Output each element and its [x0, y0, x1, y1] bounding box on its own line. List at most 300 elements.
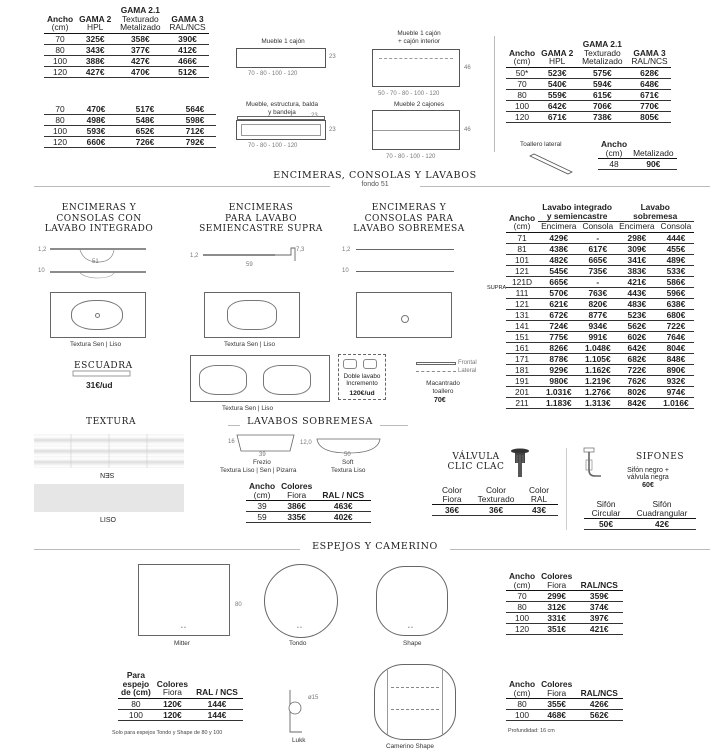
- price-cell: 374€: [575, 602, 623, 613]
- price-cell: 671€: [628, 89, 670, 100]
- row-width-cell: 121: [506, 298, 538, 309]
- price-cell: 660€: [76, 137, 116, 148]
- price-cell: 562€: [575, 710, 623, 721]
- price-cell: 298€: [616, 232, 657, 243]
- col-circular: Sifón Circular: [584, 500, 628, 519]
- price-cell: 775€: [538, 331, 579, 342]
- price-cell: 397€: [575, 613, 623, 624]
- encimera-integrado-view: [50, 292, 146, 338]
- price-cell: 890€: [658, 364, 695, 375]
- module-1-widths: 70 - 80 - 100 - 120: [248, 71, 298, 77]
- price-cell: 1.105€: [579, 353, 616, 364]
- price-cell: 638€: [658, 298, 695, 309]
- price-cell: 615€: [576, 89, 628, 100]
- table-row: [506, 624, 623, 635]
- price-cell: 820€: [579, 298, 616, 309]
- price-cell: 628€: [628, 67, 670, 78]
- escuadra-title: ESCUADRA: [74, 361, 133, 371]
- table-body: [506, 699, 623, 721]
- module-2-label: Mueble 1 cajón + cajón interior: [397, 30, 441, 45]
- price-cell: 763€: [579, 287, 616, 298]
- price-cell: 980€: [538, 375, 579, 386]
- module-2-drawing: [372, 49, 460, 87]
- price-cell: 540€: [538, 78, 576, 89]
- col-gama21: GAMA 2.1 Texturado Metalizado: [576, 40, 628, 67]
- valvula-title: VÁLVULA CLIC CLAC: [447, 452, 505, 472]
- price-cell: 144€: [191, 709, 243, 720]
- lukk-label: Lukk: [292, 737, 306, 744]
- price-cell: 726€: [116, 137, 174, 148]
- price-cell: 1.016€: [658, 397, 695, 408]
- price-cell: 383€: [616, 265, 657, 276]
- table-row: [44, 126, 216, 137]
- price-cell: 312€: [538, 602, 575, 613]
- price-cell: 120€: [154, 698, 191, 709]
- frezio-label: Frezio: [253, 459, 271, 466]
- price-cell: 1.276€: [579, 386, 616, 397]
- camerino-outer: [374, 664, 456, 740]
- row-width-cell: 100: [506, 613, 538, 624]
- row-width-cell: 100: [44, 55, 76, 66]
- price-cell: 523€: [616, 309, 657, 320]
- frezio-textura: Textura Liso | Sen | Pizarra: [220, 467, 297, 474]
- textura-label-3: Textura Sen | Liso: [222, 405, 274, 412]
- profile-integrado: [50, 244, 150, 280]
- module-1-label: Mueble 1 cajón: [261, 38, 305, 45]
- col-ancho: Ancho (cm): [598, 140, 630, 159]
- tondo-label: Tondo: [289, 640, 307, 647]
- mitter-label: Mitter: [174, 640, 190, 647]
- price-cell: 764€: [658, 331, 695, 342]
- price-cell: 341€: [616, 254, 657, 265]
- col-colores: Colores Fiora: [278, 482, 315, 501]
- soft-label: Soft: [342, 459, 354, 466]
- price-cell: 388€: [76, 55, 114, 66]
- price-cell: 929€: [538, 364, 579, 375]
- dim-7-3: 7,3: [296, 247, 305, 253]
- row-width-cell: 100: [506, 100, 538, 111]
- table-body: [506, 67, 671, 122]
- table-row: [506, 386, 694, 397]
- price-cell: 672€: [538, 309, 579, 320]
- row-width-cell: 120: [44, 137, 76, 148]
- price-cell: 562€: [616, 320, 657, 331]
- module-3-height: 23: [329, 127, 336, 133]
- price-cell: 335€: [278, 512, 315, 523]
- table-row: [44, 66, 209, 77]
- price-cell: 878€: [538, 353, 579, 364]
- table-row: [506, 331, 694, 342]
- price-cell: 299€: [538, 591, 575, 602]
- col3-title: ENCIMERAS Y CONSOLAS PARA LAVABO SOBREMESA: [353, 203, 465, 234]
- price-cell: 390€: [166, 33, 208, 44]
- price-cell: 470€: [76, 104, 116, 115]
- tondo-mirror: • •: [264, 564, 338, 638]
- price-cell: 343€: [76, 44, 114, 55]
- price-cell: 598€: [174, 115, 216, 126]
- price-cell: 934€: [579, 320, 616, 331]
- module-4-widths: 70 - 80 - 100 - 120: [386, 154, 436, 160]
- toallero-label: Toallero lateral: [520, 141, 562, 148]
- price-cell: 770€: [628, 100, 670, 111]
- row-width-cell: 80: [44, 115, 76, 126]
- price-cell: 665€: [579, 254, 616, 265]
- price-cell: 735€: [579, 265, 616, 276]
- table-row: [44, 115, 216, 126]
- sifones-title: SIFONES: [636, 452, 685, 462]
- sobremesa-price-table: [246, 482, 371, 523]
- price-cell: 848€: [658, 353, 695, 364]
- sobremesa-title: LAVABOS SOBREMESA: [240, 416, 380, 427]
- col-consola: Consola: [579, 222, 616, 233]
- row-width-cell: 101: [506, 254, 538, 265]
- col-fiora: Color Fiora: [432, 486, 472, 505]
- row-width-cell: 161: [506, 342, 538, 353]
- row-width-cell: 121: [506, 265, 538, 276]
- col-colores: Colores Fiora: [538, 572, 575, 591]
- price-cell: 359€: [575, 591, 623, 602]
- price-cell: 412€: [166, 44, 208, 55]
- price-cell: 377€: [114, 44, 166, 55]
- price-cell: 621€: [538, 298, 579, 309]
- price-cell: 724€: [538, 320, 579, 331]
- price-cell: 991€: [579, 331, 616, 342]
- module-3-drawing: [236, 120, 326, 140]
- price-cell: 932€: [658, 375, 695, 386]
- price-cell: 427€: [114, 55, 166, 66]
- price-cell: 355€: [538, 699, 575, 710]
- price-cell: -: [579, 232, 616, 243]
- table-body: [246, 501, 371, 523]
- price-cell: 586€: [658, 276, 695, 287]
- escuadra-price: 31€/ud: [86, 380, 113, 390]
- table-body: [506, 591, 623, 635]
- camerino-label: Camerino Shape: [386, 743, 434, 750]
- price-cell: 559€: [538, 89, 576, 100]
- col1-title: ENCIMERAS Y CONSOLAS CON LAVABO INTEGRADO: [44, 203, 154, 234]
- col-ancho: Ancho (cm): [506, 680, 538, 699]
- profile-sobremesa-top: [356, 249, 454, 250]
- col-para-espejo: Para espejo de (cm): [118, 671, 154, 698]
- textura-title: TEXTURA: [86, 417, 137, 427]
- lukk-note: Solo para espejos Tondo y Shape de 80 y 100: [112, 730, 223, 736]
- row-width-cell: 80: [44, 44, 76, 55]
- row-width-cell: 201: [506, 386, 538, 397]
- price-cell: 1.162€: [579, 364, 616, 375]
- table-row: 36€ 36€ 43€: [432, 505, 558, 516]
- textura-liso-label: LISO: [100, 517, 116, 524]
- price-cell: 426€: [575, 699, 623, 710]
- table-row: [506, 298, 694, 309]
- table-row: [506, 89, 671, 100]
- shape-mirror: • •: [376, 566, 448, 636]
- doble-lavabo-label: Doble lavabo Incremento: [343, 373, 381, 387]
- macantrado-label: Macantrado toallero: [426, 380, 460, 395]
- dim-15: ø15: [308, 695, 319, 701]
- price-cell: 722€: [658, 320, 695, 331]
- row-width-cell: 59: [246, 512, 278, 523]
- table-row: [506, 243, 694, 254]
- dim-10-b: 10: [342, 268, 349, 274]
- price-cell: 351€: [538, 624, 575, 635]
- sifones-note: Sifón negro + válvula negra: [627, 467, 669, 482]
- table-row: [44, 55, 209, 66]
- table-row: [506, 254, 694, 265]
- row-width-cell: 111: [506, 287, 538, 298]
- row-width-cell: 211: [506, 397, 538, 408]
- module-4-drawing: [372, 110, 460, 150]
- price-cell: 498€: [76, 115, 116, 126]
- camerino-price-table: [506, 680, 623, 721]
- table-row: 48 90€: [598, 159, 677, 170]
- price-cell: 596€: [658, 287, 695, 298]
- price-cell: 402€: [315, 512, 371, 523]
- col-gama2: GAMA 2 HPL: [538, 40, 576, 67]
- module-4-label: Mueble 2 cajones: [393, 101, 445, 108]
- module-1-drawing: [236, 48, 326, 68]
- row-width-cell: 80: [506, 602, 538, 613]
- row-width-cell: 70: [44, 33, 76, 44]
- row-width-cell: 151: [506, 331, 538, 342]
- table-row: 50€ 42€: [584, 519, 696, 530]
- price-cell: 722€: [616, 364, 657, 375]
- valvula-table: [432, 486, 558, 516]
- col-colores: Colores Fiora: [154, 671, 191, 698]
- doble-lavabo-box: [338, 354, 386, 400]
- frezio-profile: [236, 433, 296, 453]
- dim-80: 80: [235, 602, 242, 608]
- table-body-a: [44, 33, 209, 77]
- col-gama2: GAMA 2 HPL: [76, 6, 114, 33]
- row-width-cell: 71: [506, 232, 538, 243]
- row-width-cell: 141: [506, 320, 538, 331]
- module-3-label: Mueble, estructura, balda y bandeja: [245, 101, 319, 116]
- price-cell: 331€: [538, 613, 575, 624]
- supra-label: SUPRA: [487, 285, 507, 291]
- row-width-cell: 80: [506, 89, 538, 100]
- table-row: [118, 709, 243, 720]
- col-gama21: GAMA 2.1 Texturado Metalizado: [114, 6, 166, 33]
- col-encimera-2: Encimera: [616, 222, 657, 233]
- price-cell: 443€: [616, 287, 657, 298]
- price-cell: 533€: [658, 265, 695, 276]
- shape-label: Shape: [403, 640, 422, 647]
- toallero-table: [598, 140, 677, 170]
- table-row: [118, 698, 243, 709]
- price-cell: 712€: [174, 126, 216, 137]
- price-cell: 1.048€: [579, 342, 616, 353]
- dim-39: 39: [259, 452, 266, 458]
- macantrado-price: 70€: [434, 397, 446, 404]
- encimera-supra-view: [204, 292, 300, 338]
- encimeras-title: ENCIMERAS, CONSOLAS Y LAVABOS: [230, 170, 520, 181]
- mitter-mirror: • •: [138, 564, 230, 636]
- macantrado-frontal-bar: [416, 362, 456, 365]
- dim-16: 16: [228, 439, 235, 445]
- col2-title: ENCIMERAS PARA LAVABO SEMIENCASTRE SUPRA: [199, 203, 323, 234]
- table-row: [506, 67, 671, 78]
- table-row: [506, 699, 623, 710]
- textura-label-1: Textura Sen | Liso: [70, 341, 122, 348]
- table-row: [506, 602, 623, 613]
- price-cell: 545€: [538, 265, 579, 276]
- group-integrado: Lavabo integrado y semiencastre: [538, 203, 616, 222]
- sifones-divider: [566, 448, 567, 530]
- textura-label-2: Textura Sen | Liso: [224, 341, 276, 348]
- table-row: [506, 276, 694, 287]
- price-cell: 144€: [191, 698, 243, 709]
- col-texturado: Color Texturado: [472, 486, 520, 505]
- price-cell: 523€: [538, 67, 576, 78]
- module-4-height: 46: [464, 127, 471, 133]
- price-cell: 444€: [658, 232, 695, 243]
- price-cell: 594€: [576, 78, 628, 89]
- textura-sen-label: SEN: [100, 471, 115, 478]
- dim-59: 59: [246, 262, 253, 268]
- price-cell: 466€: [166, 55, 208, 66]
- profile-sobremesa-bottom: [356, 271, 454, 272]
- table-row: [506, 364, 694, 375]
- soft-textura: Textura Liso: [331, 467, 366, 474]
- price-cell: -: [579, 276, 616, 287]
- price-cell: 738€: [576, 111, 628, 122]
- table-body: [118, 698, 243, 720]
- encimera-sobremesa-view: [356, 292, 452, 338]
- module-1-height: 23: [329, 54, 336, 60]
- price-cell: 386€: [278, 501, 315, 512]
- encimeras-subtitle: fondo 51: [330, 181, 420, 188]
- price-cell: 455€: [658, 243, 695, 254]
- dim-12: 12,0: [300, 440, 312, 446]
- module-2-widths: 50 - 70 - 80 - 100 - 120: [378, 91, 440, 97]
- table-row: [506, 375, 694, 386]
- price-cell: 593€: [76, 126, 116, 137]
- table-body: [506, 232, 694, 408]
- sifon-icon: [577, 446, 603, 482]
- col-ancho: Ancho (cm): [506, 572, 538, 591]
- row-width-cell: 181: [506, 364, 538, 375]
- price-cell: 309€: [616, 243, 657, 254]
- price-cell: 642€: [616, 342, 657, 353]
- table-row: [506, 710, 623, 721]
- row-width-cell: 50*: [506, 67, 538, 78]
- table-row: [246, 512, 371, 523]
- row-width-cell: 120: [506, 111, 538, 122]
- row-width-cell: 80: [506, 699, 538, 710]
- module-3-height-top: 23: [311, 113, 318, 119]
- table-row: [506, 111, 671, 122]
- price-cell: 792€: [174, 137, 216, 148]
- table-row: [44, 137, 216, 148]
- price-cell: 805€: [628, 111, 670, 122]
- price-cell: 427€: [76, 66, 114, 77]
- row-width-cell: 81: [506, 243, 538, 254]
- col-encimera: Encimera: [538, 222, 579, 233]
- table-row: [506, 397, 694, 408]
- col-gama3: GAMA 3 RAL/NCS: [166, 6, 208, 33]
- price-cell: 1.313€: [579, 397, 616, 408]
- row-width-cell: 120: [44, 66, 76, 77]
- row-width-cell: 80: [118, 698, 154, 709]
- price-cell: 642€: [538, 100, 576, 111]
- price-cell: 762€: [616, 375, 657, 386]
- row-width-cell: 100: [44, 126, 76, 137]
- dim-1-2: 1,2: [38, 247, 47, 253]
- price-cell: 842€: [616, 397, 657, 408]
- row-width-cell: 70: [506, 78, 538, 89]
- lukk-price-table: [118, 671, 243, 721]
- dim-51: 51: [92, 259, 99, 265]
- price-cell: 570€: [538, 287, 579, 298]
- row-width-cell: 39: [246, 501, 278, 512]
- dim-1-2-b: 1,2: [190, 253, 199, 259]
- price-cell: 438€: [538, 243, 579, 254]
- price-cell: 671€: [538, 111, 576, 122]
- lukk-drawing: [284, 688, 308, 734]
- table-row: [506, 309, 694, 320]
- sifones-note-price: 60€: [642, 482, 654, 489]
- macantrado-lateral-label: Lateral: [458, 368, 477, 374]
- textura-liso-swatch: [34, 484, 184, 512]
- col-ancho: Ancho (cm): [506, 203, 538, 232]
- table-row: [506, 78, 671, 89]
- table-row: [44, 33, 209, 44]
- top-left-price-table-b: [44, 104, 216, 148]
- price-cell: 665€: [538, 276, 579, 287]
- price-cell: 421€: [575, 624, 623, 635]
- price-cell: 463€: [315, 501, 371, 512]
- row-width-cell: 131: [506, 309, 538, 320]
- dim-50: 50: [344, 452, 351, 458]
- price-cell: 470€: [114, 66, 166, 77]
- sifones-table: [584, 500, 696, 530]
- table-row: [506, 232, 694, 243]
- price-cell: 358€: [114, 33, 166, 44]
- table-row: [506, 591, 623, 602]
- price-cell: 648€: [628, 78, 670, 89]
- table-row: [246, 501, 371, 512]
- table-row: [44, 104, 216, 115]
- price-cell: 682€: [616, 353, 657, 364]
- col-ral: RAL / NCS: [191, 671, 243, 698]
- valvula-icon: [510, 447, 530, 479]
- price-cell: 826€: [538, 342, 579, 353]
- price-cell: 804€: [658, 342, 695, 353]
- camerino-note: Profundidad: 16 cm: [508, 728, 555, 734]
- price-cell: 548€: [116, 115, 174, 126]
- table-row: [506, 100, 671, 111]
- col-ral: RAL/NCS: [575, 572, 623, 591]
- col-ancho: Ancho (cm): [44, 6, 76, 33]
- group-sobremesa: Lavabo sobremesa: [616, 203, 694, 222]
- dim-1-2-c: 1,2: [342, 247, 351, 253]
- row-width-cell: 100: [118, 709, 154, 720]
- row-width-cell: 191: [506, 375, 538, 386]
- dim-10: 10: [38, 268, 45, 274]
- price-cell: 652€: [116, 126, 174, 137]
- price-cell: 706€: [576, 100, 628, 111]
- price-cell: 1.031€: [538, 386, 579, 397]
- col-ancho: Ancho (cm): [246, 482, 278, 501]
- col-ral: Color RAL: [520, 486, 558, 505]
- row-width-cell: 121D: [506, 276, 538, 287]
- textura-sen-swatch: [34, 434, 184, 468]
- top-right-price-table: [506, 40, 671, 123]
- price-cell: 512€: [166, 66, 208, 77]
- price-cell: 802€: [616, 386, 657, 397]
- module-3-widths: 70 - 80 - 100 - 120: [248, 143, 298, 149]
- price-cell: 421€: [616, 276, 657, 287]
